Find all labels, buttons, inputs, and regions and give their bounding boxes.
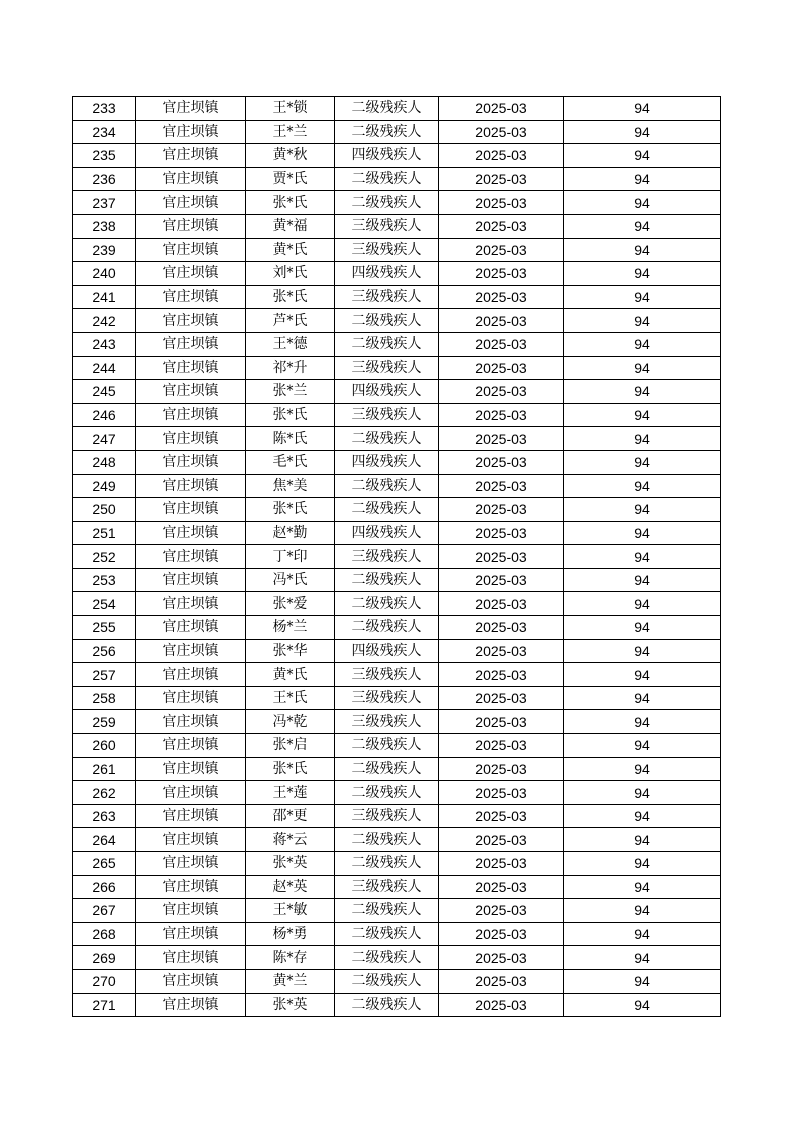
- disability-level-cell: 二级残疾人: [335, 993, 439, 1017]
- disability-level-cell: 二级残疾人: [335, 828, 439, 852]
- town-cell: 官庄坝镇: [136, 734, 246, 758]
- serial-number-cell: 254: [73, 592, 136, 616]
- table-row: [73, 828, 721, 852]
- roster-body: [73, 97, 721, 1017]
- person-name-cell: 张*华: [246, 639, 335, 663]
- month-cell: 2025-03: [439, 639, 564, 663]
- month-cell: 2025-03: [439, 828, 564, 852]
- table-row: [73, 781, 721, 805]
- month-cell: 2025-03: [439, 191, 564, 215]
- table-row: [73, 804, 721, 828]
- amount-cell: 94: [564, 616, 721, 640]
- amount-cell: 94: [564, 781, 721, 805]
- amount-cell: 94: [564, 191, 721, 215]
- table-row: [73, 120, 721, 144]
- table-row: [73, 285, 721, 309]
- month-cell: 2025-03: [439, 804, 564, 828]
- serial-number-cell: 264: [73, 828, 136, 852]
- amount-cell: 94: [564, 710, 721, 734]
- table-row: [73, 498, 721, 522]
- table-row: [73, 427, 721, 451]
- person-name-cell: 黄*氏: [246, 238, 335, 262]
- month-cell: 2025-03: [439, 120, 564, 144]
- amount-cell: 94: [564, 899, 721, 923]
- table-row: [73, 474, 721, 498]
- person-name-cell: 王*锁: [246, 97, 335, 121]
- table-row: [73, 993, 721, 1017]
- amount-cell: 94: [564, 663, 721, 687]
- amount-cell: 94: [564, 592, 721, 616]
- amount-cell: 94: [564, 262, 721, 286]
- table-row: [73, 97, 721, 121]
- table-row: [73, 734, 721, 758]
- person-name-cell: 张*氏: [246, 191, 335, 215]
- amount-cell: 94: [564, 285, 721, 309]
- amount-cell: 94: [564, 450, 721, 474]
- month-cell: 2025-03: [439, 946, 564, 970]
- month-cell: 2025-03: [439, 403, 564, 427]
- month-cell: 2025-03: [439, 97, 564, 121]
- month-cell: 2025-03: [439, 521, 564, 545]
- disability-level-cell: 四级残疾人: [335, 521, 439, 545]
- person-name-cell: 赵*勤: [246, 521, 335, 545]
- month-cell: 2025-03: [439, 922, 564, 946]
- town-cell: 官庄坝镇: [136, 356, 246, 380]
- month-cell: 2025-03: [439, 686, 564, 710]
- serial-number-cell: 260: [73, 734, 136, 758]
- serial-number-cell: 261: [73, 757, 136, 781]
- amount-cell: 94: [564, 214, 721, 238]
- serial-number-cell: 243: [73, 332, 136, 356]
- town-cell: 官庄坝镇: [136, 380, 246, 404]
- town-cell: 官庄坝镇: [136, 285, 246, 309]
- town-cell: 官庄坝镇: [136, 498, 246, 522]
- serial-number-cell: 233: [73, 97, 136, 121]
- person-name-cell: 冯*乾: [246, 710, 335, 734]
- disability-level-cell: 二级残疾人: [335, 852, 439, 876]
- table-row: [73, 380, 721, 404]
- table-row: [73, 922, 721, 946]
- town-cell: 官庄坝镇: [136, 922, 246, 946]
- town-cell: 官庄坝镇: [136, 238, 246, 262]
- disability-level-cell: 二级残疾人: [335, 592, 439, 616]
- month-cell: 2025-03: [439, 969, 564, 993]
- month-cell: 2025-03: [439, 616, 564, 640]
- person-name-cell: 黄*兰: [246, 969, 335, 993]
- disability-level-cell: 二级残疾人: [335, 167, 439, 191]
- person-name-cell: 张*氏: [246, 757, 335, 781]
- disability-level-cell: 二级残疾人: [335, 474, 439, 498]
- serial-number-cell: 266: [73, 875, 136, 899]
- person-name-cell: 张*兰: [246, 380, 335, 404]
- disability-level-cell: 三级残疾人: [335, 710, 439, 734]
- serial-number-cell: 263: [73, 804, 136, 828]
- person-name-cell: 祁*升: [246, 356, 335, 380]
- amount-cell: 94: [564, 120, 721, 144]
- serial-number-cell: 236: [73, 167, 136, 191]
- month-cell: 2025-03: [439, 380, 564, 404]
- table-row: [73, 238, 721, 262]
- person-name-cell: 刘*氏: [246, 262, 335, 286]
- disability-level-cell: 二级残疾人: [335, 427, 439, 451]
- serial-number-cell: 259: [73, 710, 136, 734]
- table-row: [73, 710, 721, 734]
- disability-level-cell: 三级残疾人: [335, 804, 439, 828]
- serial-number-cell: 256: [73, 639, 136, 663]
- amount-cell: 94: [564, 922, 721, 946]
- month-cell: 2025-03: [439, 875, 564, 899]
- month-cell: 2025-03: [439, 427, 564, 451]
- table-row: [73, 616, 721, 640]
- month-cell: 2025-03: [439, 167, 564, 191]
- person-name-cell: 张*氏: [246, 285, 335, 309]
- disability-level-cell: 二级残疾人: [335, 332, 439, 356]
- town-cell: 官庄坝镇: [136, 852, 246, 876]
- month-cell: 2025-03: [439, 356, 564, 380]
- town-cell: 官庄坝镇: [136, 993, 246, 1017]
- amount-cell: 94: [564, 167, 721, 191]
- town-cell: 官庄坝镇: [136, 191, 246, 215]
- town-cell: 官庄坝镇: [136, 616, 246, 640]
- amount-cell: 94: [564, 144, 721, 168]
- person-name-cell: 王*氏: [246, 686, 335, 710]
- serial-number-cell: 246: [73, 403, 136, 427]
- serial-number-cell: 267: [73, 899, 136, 923]
- month-cell: 2025-03: [439, 568, 564, 592]
- serial-number-cell: 265: [73, 852, 136, 876]
- amount-cell: 94: [564, 332, 721, 356]
- town-cell: 官庄坝镇: [136, 875, 246, 899]
- disability-level-cell: 四级残疾人: [335, 144, 439, 168]
- disability-level-cell: 二级残疾人: [335, 191, 439, 215]
- serial-number-cell: 247: [73, 427, 136, 451]
- amount-cell: 94: [564, 238, 721, 262]
- disability-level-cell: 四级残疾人: [335, 262, 439, 286]
- person-name-cell: 张*氏: [246, 403, 335, 427]
- month-cell: 2025-03: [439, 498, 564, 522]
- amount-cell: 94: [564, 757, 721, 781]
- month-cell: 2025-03: [439, 710, 564, 734]
- amount-cell: 94: [564, 474, 721, 498]
- person-name-cell: 赵*英: [246, 875, 335, 899]
- person-name-cell: 毛*氏: [246, 450, 335, 474]
- amount-cell: 94: [564, 828, 721, 852]
- disability-level-cell: 三级残疾人: [335, 875, 439, 899]
- serial-number-cell: 239: [73, 238, 136, 262]
- town-cell: 官庄坝镇: [136, 663, 246, 687]
- serial-number-cell: 258: [73, 686, 136, 710]
- amount-cell: 94: [564, 97, 721, 121]
- table-row: [73, 899, 721, 923]
- serial-number-cell: 244: [73, 356, 136, 380]
- month-cell: 2025-03: [439, 757, 564, 781]
- table-row: [73, 521, 721, 545]
- amount-cell: 94: [564, 309, 721, 333]
- serial-number-cell: 251: [73, 521, 136, 545]
- serial-number-cell: 234: [73, 120, 136, 144]
- table-row: [73, 663, 721, 687]
- disability-level-cell: 三级残疾人: [335, 238, 439, 262]
- amount-cell: 94: [564, 993, 721, 1017]
- month-cell: 2025-03: [439, 993, 564, 1017]
- serial-number-cell: 238: [73, 214, 136, 238]
- serial-number-cell: 268: [73, 922, 136, 946]
- disability-level-cell: 二级残疾人: [335, 97, 439, 121]
- table-row: [73, 214, 721, 238]
- town-cell: 官庄坝镇: [136, 686, 246, 710]
- disability-level-cell: 四级残疾人: [335, 380, 439, 404]
- disability-level-cell: 三级残疾人: [335, 686, 439, 710]
- table-row: [73, 309, 721, 333]
- table-row: [73, 757, 721, 781]
- town-cell: 官庄坝镇: [136, 568, 246, 592]
- month-cell: 2025-03: [439, 899, 564, 923]
- serial-number-cell: 237: [73, 191, 136, 215]
- town-cell: 官庄坝镇: [136, 710, 246, 734]
- person-name-cell: 冯*氏: [246, 568, 335, 592]
- town-cell: 官庄坝镇: [136, 167, 246, 191]
- month-cell: 2025-03: [439, 852, 564, 876]
- serial-number-cell: 249: [73, 474, 136, 498]
- disability-level-cell: 三级残疾人: [335, 214, 439, 238]
- town-cell: 官庄坝镇: [136, 309, 246, 333]
- town-cell: 官庄坝镇: [136, 120, 246, 144]
- person-name-cell: 张*启: [246, 734, 335, 758]
- town-cell: 官庄坝镇: [136, 639, 246, 663]
- table-row: [73, 852, 721, 876]
- person-name-cell: 蒋*云: [246, 828, 335, 852]
- town-cell: 官庄坝镇: [136, 262, 246, 286]
- disability-level-cell: 二级残疾人: [335, 734, 439, 758]
- disability-level-cell: 二级残疾人: [335, 757, 439, 781]
- disability-level-cell: 三级残疾人: [335, 663, 439, 687]
- person-name-cell: 丁*印: [246, 545, 335, 569]
- town-cell: 官庄坝镇: [136, 804, 246, 828]
- month-cell: 2025-03: [439, 214, 564, 238]
- table-row: [73, 592, 721, 616]
- town-cell: 官庄坝镇: [136, 214, 246, 238]
- amount-cell: 94: [564, 521, 721, 545]
- serial-number-cell: 235: [73, 144, 136, 168]
- town-cell: 官庄坝镇: [136, 592, 246, 616]
- amount-cell: 94: [564, 852, 721, 876]
- person-name-cell: 张*氏: [246, 498, 335, 522]
- table-row: [73, 946, 721, 970]
- person-name-cell: 王*兰: [246, 120, 335, 144]
- amount-cell: 94: [564, 380, 721, 404]
- disability-level-cell: 四级残疾人: [335, 450, 439, 474]
- disability-level-cell: 二级残疾人: [335, 616, 439, 640]
- person-name-cell: 焦*美: [246, 474, 335, 498]
- serial-number-cell: 245: [73, 380, 136, 404]
- town-cell: 官庄坝镇: [136, 97, 246, 121]
- person-name-cell: 张*英: [246, 852, 335, 876]
- month-cell: 2025-03: [439, 545, 564, 569]
- town-cell: 官庄坝镇: [136, 828, 246, 852]
- town-cell: 官庄坝镇: [136, 521, 246, 545]
- table-row: [73, 356, 721, 380]
- person-name-cell: 黄*氏: [246, 663, 335, 687]
- table-row: [73, 450, 721, 474]
- month-cell: 2025-03: [439, 781, 564, 805]
- disability-level-cell: 四级残疾人: [335, 639, 439, 663]
- serial-number-cell: 253: [73, 568, 136, 592]
- person-name-cell: 芦*氏: [246, 309, 335, 333]
- serial-number-cell: 269: [73, 946, 136, 970]
- person-name-cell: 陈*存: [246, 946, 335, 970]
- serial-number-cell: 255: [73, 616, 136, 640]
- month-cell: 2025-03: [439, 450, 564, 474]
- month-cell: 2025-03: [439, 332, 564, 356]
- month-cell: 2025-03: [439, 592, 564, 616]
- disability-level-cell: 三级残疾人: [335, 285, 439, 309]
- disability-level-cell: 二级残疾人: [335, 309, 439, 333]
- town-cell: 官庄坝镇: [136, 969, 246, 993]
- person-name-cell: 杨*兰: [246, 616, 335, 640]
- table-row: [73, 639, 721, 663]
- month-cell: 2025-03: [439, 238, 564, 262]
- town-cell: 官庄坝镇: [136, 899, 246, 923]
- amount-cell: 94: [564, 734, 721, 758]
- person-name-cell: 张*爱: [246, 592, 335, 616]
- town-cell: 官庄坝镇: [136, 545, 246, 569]
- disability-level-cell: 二级残疾人: [335, 120, 439, 144]
- town-cell: 官庄坝镇: [136, 757, 246, 781]
- month-cell: 2025-03: [439, 285, 564, 309]
- amount-cell: 94: [564, 946, 721, 970]
- person-name-cell: 黄*秋: [246, 144, 335, 168]
- disability-level-cell: 三级残疾人: [335, 356, 439, 380]
- amount-cell: 94: [564, 427, 721, 451]
- month-cell: 2025-03: [439, 262, 564, 286]
- table-row: [73, 568, 721, 592]
- town-cell: 官庄坝镇: [136, 332, 246, 356]
- town-cell: 官庄坝镇: [136, 144, 246, 168]
- person-name-cell: 王*德: [246, 332, 335, 356]
- town-cell: 官庄坝镇: [136, 403, 246, 427]
- town-cell: 官庄坝镇: [136, 450, 246, 474]
- disability-level-cell: 三级残疾人: [335, 403, 439, 427]
- disability-level-cell: 二级残疾人: [335, 946, 439, 970]
- serial-number-cell: 248: [73, 450, 136, 474]
- town-cell: 官庄坝镇: [136, 427, 246, 451]
- amount-cell: 94: [564, 969, 721, 993]
- table-row: [73, 262, 721, 286]
- table-row: [73, 144, 721, 168]
- serial-number-cell: 250: [73, 498, 136, 522]
- serial-number-cell: 242: [73, 309, 136, 333]
- town-cell: 官庄坝镇: [136, 946, 246, 970]
- table-row: [73, 191, 721, 215]
- month-cell: 2025-03: [439, 734, 564, 758]
- amount-cell: 94: [564, 639, 721, 663]
- disability-level-cell: 三级残疾人: [335, 545, 439, 569]
- table-row: [73, 403, 721, 427]
- serial-number-cell: 262: [73, 781, 136, 805]
- amount-cell: 94: [564, 403, 721, 427]
- table-row: [73, 969, 721, 993]
- table-row: [73, 875, 721, 899]
- serial-number-cell: 271: [73, 993, 136, 1017]
- amount-cell: 94: [564, 686, 721, 710]
- amount-cell: 94: [564, 875, 721, 899]
- month-cell: 2025-03: [439, 663, 564, 687]
- table-row: [73, 545, 721, 569]
- disability-level-cell: 二级残疾人: [335, 568, 439, 592]
- person-name-cell: 陈*氏: [246, 427, 335, 451]
- disability-level-cell: 二级残疾人: [335, 922, 439, 946]
- subsidy-roster-table: [72, 96, 721, 1017]
- serial-number-cell: 252: [73, 545, 136, 569]
- person-name-cell: 张*英: [246, 993, 335, 1017]
- amount-cell: 94: [564, 568, 721, 592]
- person-name-cell: 王*敏: [246, 899, 335, 923]
- disability-level-cell: 二级残疾人: [335, 969, 439, 993]
- month-cell: 2025-03: [439, 474, 564, 498]
- person-name-cell: 贾*氏: [246, 167, 335, 191]
- amount-cell: 94: [564, 356, 721, 380]
- disability-level-cell: 二级残疾人: [335, 498, 439, 522]
- table-row: [73, 686, 721, 710]
- serial-number-cell: 257: [73, 663, 136, 687]
- person-name-cell: 王*莲: [246, 781, 335, 805]
- town-cell: 官庄坝镇: [136, 474, 246, 498]
- serial-number-cell: 270: [73, 969, 136, 993]
- disability-level-cell: 二级残疾人: [335, 899, 439, 923]
- month-cell: 2025-03: [439, 309, 564, 333]
- amount-cell: 94: [564, 498, 721, 522]
- serial-number-cell: 241: [73, 285, 136, 309]
- person-name-cell: 邵*更: [246, 804, 335, 828]
- disability-level-cell: 二级残疾人: [335, 781, 439, 805]
- person-name-cell: 黄*福: [246, 214, 335, 238]
- amount-cell: 94: [564, 804, 721, 828]
- amount-cell: 94: [564, 545, 721, 569]
- table-row: [73, 332, 721, 356]
- serial-number-cell: 240: [73, 262, 136, 286]
- town-cell: 官庄坝镇: [136, 781, 246, 805]
- table-row: [73, 167, 721, 191]
- month-cell: 2025-03: [439, 144, 564, 168]
- person-name-cell: 杨*勇: [246, 922, 335, 946]
